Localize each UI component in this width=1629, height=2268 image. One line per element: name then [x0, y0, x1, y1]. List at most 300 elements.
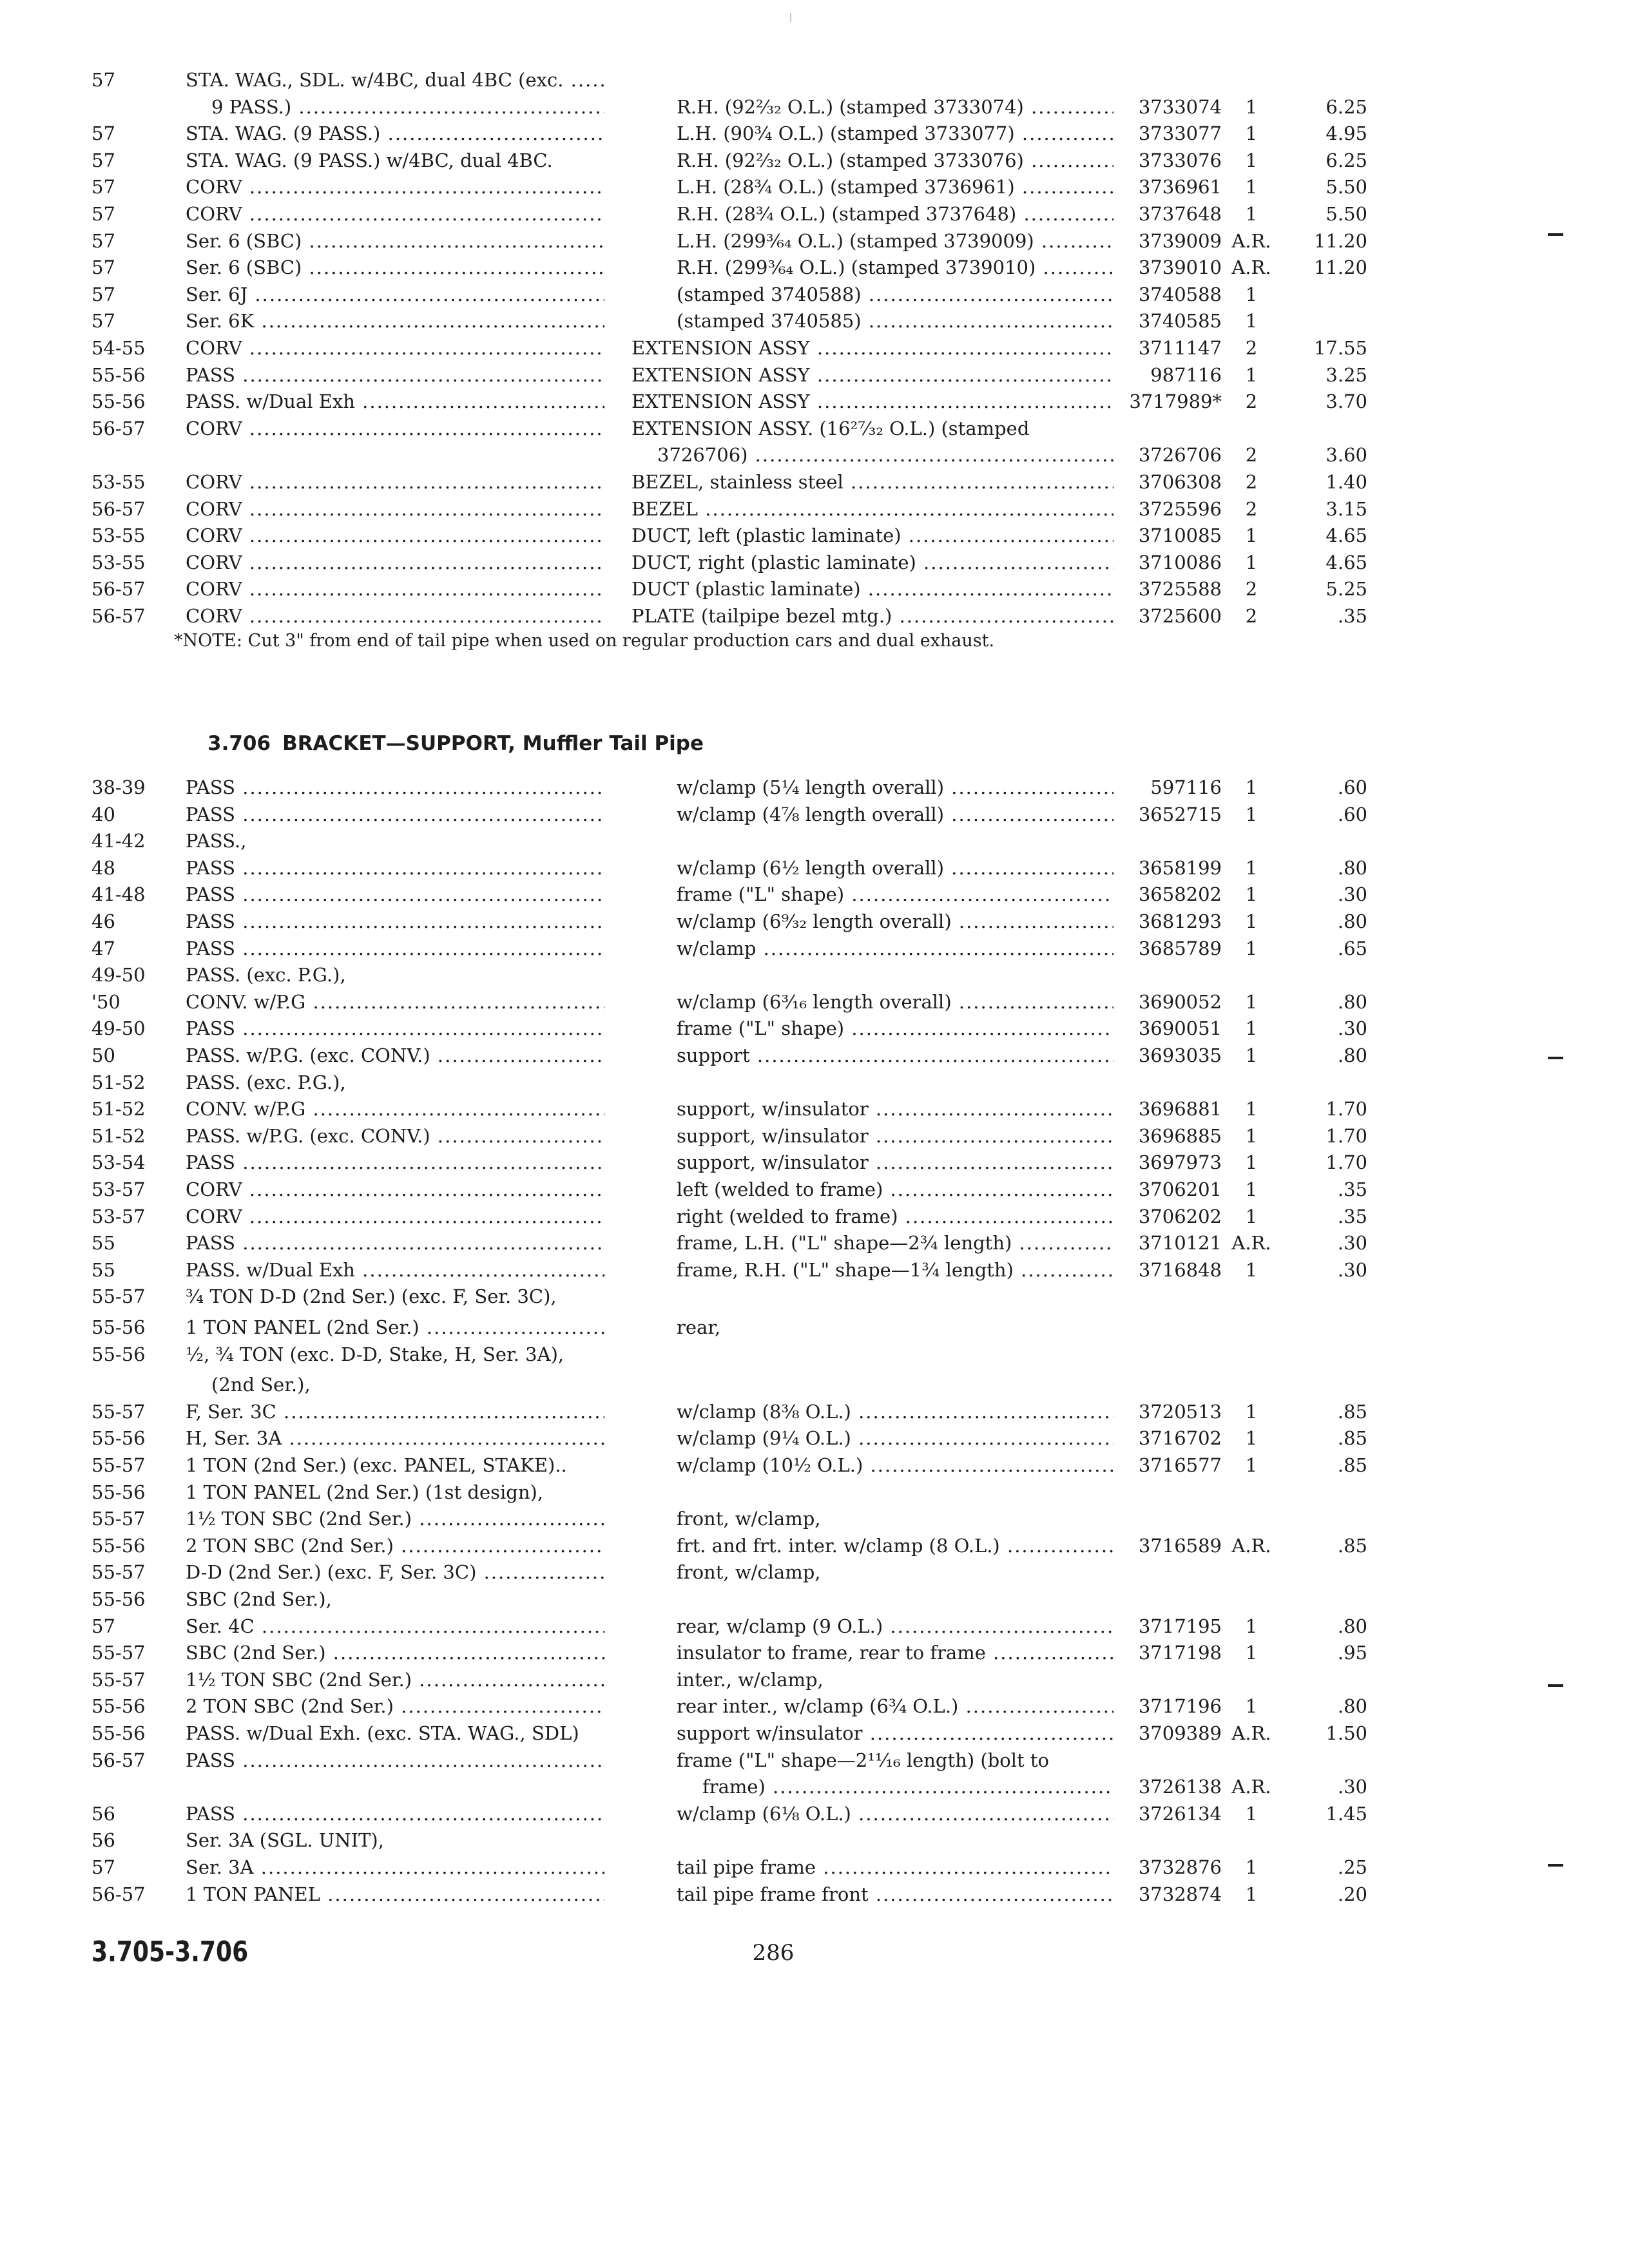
table-row [0, 1314, 1629, 1340]
year-cell: 55-56 [92, 1481, 146, 1503]
year-cell: 55-56 [92, 1316, 146, 1338]
table-row [0, 469, 1629, 495]
quantity-cell: 1 [1245, 1017, 1258, 1039]
year-cell: 54-55 [92, 337, 146, 359]
year-cell: 48 [92, 857, 115, 879]
year-cell: 55-57 [92, 1669, 146, 1691]
description-cell: w/clamp (9¼ O.L.) ..... [677, 1425, 1113, 1451]
year-cell: 56-57 [92, 578, 146, 600]
quantity-cell: A.R. [1231, 1232, 1271, 1254]
part-number-cell: 3733074 [1138, 96, 1222, 118]
quantity-cell: 1 [1245, 910, 1258, 932]
price-cell: 1.40 [1325, 471, 1367, 493]
description-cell: 3726706) ..... [631, 442, 1113, 468]
description-cell: R.H. (92⅔₂ O.L.) (stamped 3733076) ..... [677, 148, 1113, 173]
quantity-cell: 1 [1245, 1178, 1258, 1200]
quantity-cell: 1 [1245, 1695, 1258, 1717]
part-number-cell: 3726706 [1138, 444, 1222, 466]
model-cell: D-D (2nd Ser.) (exc. F, Ser. 3C) ..... [186, 1559, 604, 1585]
year-cell: 55-56 [92, 1588, 146, 1610]
model-cell: PASS ..... [186, 881, 604, 907]
price-cell: .80 [1337, 910, 1367, 932]
part-number-cell: 3706202 [1138, 1206, 1222, 1227]
table-row [0, 1070, 1629, 1095]
scan-mark [790, 13, 791, 22]
quantity-cell: 1 [1245, 937, 1258, 959]
year-cell: 46 [92, 910, 115, 932]
part-number-cell: 3720513 [1138, 1401, 1222, 1423]
quantity-cell: 1 [1245, 96, 1258, 118]
table-row [0, 1096, 1629, 1122]
year-cell: 50 [92, 1044, 115, 1066]
quantity-cell: 2 [1245, 578, 1258, 600]
model-cell: SBC (2nd Ser.) ..... [186, 1640, 604, 1666]
table-row [0, 1881, 1629, 1907]
price-cell: 1.50 [1325, 1722, 1367, 1744]
year-cell: 57 [92, 230, 115, 252]
price-cell: 4.65 [1325, 524, 1367, 546]
description-cell: support, w/insulator ..... [677, 1096, 1113, 1122]
table-row [0, 828, 1629, 854]
footnote: *NOTE: Cut 3" from end of tail pipe when used on regular production cars and dual exhaust. [174, 631, 995, 651]
table-row [0, 335, 1629, 361]
quantity-cell: 1 [1245, 1642, 1258, 1664]
part-number-cell: 597116 [1150, 776, 1222, 798]
description-cell: support w/insulator ..... [677, 1720, 1113, 1746]
year-cell: 56 [92, 1829, 115, 1851]
description-cell: L.H. (28¾ O.L.) (stamped 3736961) ..... [677, 174, 1113, 200]
part-number-cell: 3717195 [1138, 1615, 1222, 1637]
description-cell: frame ("L" shape) ..... [677, 881, 1113, 907]
part-number-cell: 3697973 [1138, 1151, 1222, 1173]
model-cell: (2nd Ser.), [211, 1374, 311, 1396]
price-cell: .65 [1337, 937, 1367, 959]
year-cell: 55 [92, 1232, 115, 1254]
part-number-cell: 3685789 [1138, 937, 1222, 959]
price-cell: .35 [1337, 1206, 1367, 1227]
table-row [0, 936, 1629, 961]
table-row [0, 228, 1629, 254]
year-cell: 53-55 [92, 524, 146, 546]
model-cell: CONV. w/P.G ..... [186, 989, 604, 1015]
table-row [0, 1533, 1629, 1559]
table-row [0, 802, 1629, 827]
model-cell: 1½ TON SBC (2nd Ser.) ..... [186, 1506, 604, 1532]
quantity-cell: 1 [1245, 1454, 1258, 1476]
year-cell: 56 [92, 1803, 115, 1825]
quantity-cell: 1 [1245, 1206, 1258, 1227]
quantity-cell: 1 [1245, 552, 1258, 573]
table-row [0, 496, 1629, 522]
description-cell: inter., w/clamp, [677, 1669, 824, 1691]
part-number-cell: 3733077 [1138, 122, 1222, 144]
part-number-cell: 3693035 [1138, 1044, 1222, 1066]
description-cell: insulator to frame, rear to frame ..... [677, 1640, 1113, 1666]
part-number-cell: 3710086 [1138, 552, 1222, 573]
quantity-cell: 1 [1245, 1427, 1258, 1449]
model-cell: Ser. 4C ..... [186, 1613, 604, 1639]
quantity-cell: 2 [1245, 444, 1258, 466]
model-cell: 1 TON (2nd Ser.) (exc. PANEL, STAKE).. [186, 1454, 567, 1476]
part-number-cell: 3709389 [1138, 1722, 1222, 1744]
model-cell: PASS. (exc. P.G.), [186, 964, 346, 986]
table-row [0, 148, 1629, 173]
model-cell: CORV ..... [186, 496, 604, 522]
table-row [0, 1425, 1629, 1451]
price-cell: 1.70 [1325, 1098, 1367, 1120]
year-cell: 51-52 [92, 1125, 146, 1147]
model-cell: PASS. (exc. P.G.), [186, 1072, 346, 1093]
year-cell: 57 [92, 1615, 115, 1637]
description-cell: w/clamp (4⅞ length overall) ..... [677, 802, 1113, 827]
description-cell: R.H. (299³⁄₆₄ O.L.) (stamped 3739010) ..... [677, 255, 1113, 280]
year-cell: 57 [92, 256, 115, 278]
quantity-cell: 1 [1245, 310, 1258, 332]
quantity-cell: 1 [1245, 1125, 1258, 1147]
part-number-cell: 3725588 [1138, 578, 1222, 600]
model-cell: H, Ser. 3A ..... [186, 1425, 604, 1451]
model-cell: PASS ..... [186, 362, 604, 388]
description-cell: PLATE (tailpipe bezel mtg.) ..... [631, 603, 1113, 629]
price-cell: .80 [1337, 1044, 1367, 1066]
price-cell: .30 [1337, 1017, 1367, 1039]
description-cell: (stamped 3740588) ..... [677, 282, 1113, 307]
part-number-cell: 3690051 [1138, 1017, 1222, 1039]
price-cell: 5.50 [1325, 203, 1367, 225]
table-row [0, 362, 1629, 388]
price-cell: .25 [1337, 1856, 1367, 1878]
description-cell: EXTENSION ASSY. (16²⁷⁄₃₂ O.L.) (stamped [631, 418, 1030, 439]
quantity-cell: 1 [1245, 176, 1258, 198]
description-cell: frame ("L" shape—2¹¹⁄₁₆ length) (bolt to [677, 1749, 1049, 1771]
description-cell: w/clamp (10½ O.L.) ..... [677, 1452, 1113, 1478]
table-row [0, 1720, 1629, 1746]
description-cell: w/clamp ..... [677, 936, 1113, 961]
price-cell: 3.25 [1325, 364, 1367, 386]
margin-dash [1548, 233, 1563, 236]
price-cell: .30 [1337, 883, 1367, 905]
description-cell: R.H. (92⅔₂ O.L.) (stamped 3733074) ..... [677, 94, 1113, 120]
model-cell: CORV ..... [186, 416, 604, 441]
year-cell: 38-39 [92, 776, 146, 798]
model-cell: PASS ..... [186, 802, 604, 827]
part-number-cell: 3725596 [1138, 498, 1222, 520]
table-row [0, 1257, 1629, 1283]
model-cell: PASS ..... [186, 855, 604, 881]
table-row [0, 67, 1629, 93]
quantity-cell: A.R. [1231, 1776, 1271, 1798]
table-row [0, 1747, 1629, 1773]
price-cell: .35 [1337, 605, 1367, 627]
part-number-cell: 3726134 [1138, 1803, 1222, 1825]
table-row [0, 774, 1629, 800]
price-cell: 5.25 [1325, 578, 1367, 600]
table-row [0, 255, 1629, 280]
model-cell: STA. WAG., SDL. w/4BC, dual 4BC (exc. ..... [186, 67, 604, 93]
year-cell: 55-56 [92, 1427, 146, 1449]
model-cell: ½, ¾ TON (exc. D-D, Stake, H, Ser. 3A), [186, 1343, 564, 1365]
section-heading [207, 731, 704, 756]
model-cell: CORV ..... [186, 550, 604, 575]
year-cell: 57 [92, 203, 115, 225]
model-cell: PASS ..... [186, 1149, 604, 1175]
price-cell: .85 [1337, 1454, 1367, 1476]
table-row [0, 550, 1629, 575]
quantity-cell: 1 [1245, 1151, 1258, 1173]
quantity-cell: 1 [1245, 1259, 1258, 1281]
year-cell: 55-57 [92, 1454, 146, 1476]
model-cell: ¾ TON D-D (2nd Ser.) (exc. F, Ser. 3C), [186, 1285, 557, 1307]
part-number-cell: 3716702 [1138, 1427, 1222, 1449]
description-cell: EXTENSION ASSY ..... [631, 335, 1113, 361]
year-cell: 56-57 [92, 418, 146, 439]
model-cell: Ser. 6 (SBC) ..... [186, 228, 604, 254]
price-cell: 3.60 [1325, 444, 1367, 466]
quantity-cell: A.R. [1231, 1722, 1271, 1744]
quantity-cell: 1 [1245, 1098, 1258, 1120]
description-cell: (stamped 3740585) ..... [677, 308, 1113, 334]
model-cell: CORV ..... [186, 603, 604, 629]
part-number-cell: 987116 [1150, 364, 1222, 386]
part-number-cell: 3716848 [1138, 1259, 1222, 1281]
table-row [0, 1559, 1629, 1585]
year-cell: '50 [92, 991, 120, 1013]
description-cell: left (welded to frame) ..... [677, 1177, 1113, 1202]
table-row [0, 908, 1629, 934]
table-row [0, 603, 1629, 629]
quantity-cell: 1 [1245, 1803, 1258, 1825]
description-cell: DUCT (plastic laminate) ..... [631, 576, 1113, 602]
quantity-cell: 1 [1245, 1044, 1258, 1066]
year-cell: 55 [92, 1259, 115, 1281]
table-row [0, 1123, 1629, 1149]
price-cell: .35 [1337, 1178, 1367, 1200]
section-title: BRACKET—SUPPORT, Muffler Tail Pipe [282, 732, 704, 755]
price-cell: 3.15 [1325, 498, 1367, 520]
part-number-cell: 3658199 [1138, 857, 1222, 879]
year-cell: 56-57 [92, 498, 146, 520]
model-cell: Ser. 6J ..... [186, 282, 604, 307]
table-row [0, 282, 1629, 307]
table-row [0, 1586, 1629, 1612]
table-row [0, 1801, 1629, 1827]
year-cell: 55-57 [92, 1285, 146, 1307]
model-cell: CORV ..... [186, 201, 604, 227]
part-number-cell: 3726138 [1138, 1776, 1222, 1798]
year-cell: 55-56 [92, 364, 146, 386]
quantity-cell: A.R. [1231, 256, 1271, 278]
year-cell: 57 [92, 310, 115, 332]
description-cell: right (welded to frame) ..... [677, 1204, 1113, 1229]
year-cell: 55-57 [92, 1642, 146, 1664]
model-cell: PASS ..... [186, 1230, 604, 1256]
quantity-cell: 1 [1245, 803, 1258, 825]
table-row [0, 1204, 1629, 1229]
price-cell: .30 [1337, 1776, 1367, 1798]
description-cell: tail pipe frame ..... [677, 1854, 1113, 1880]
part-number-cell: 3736961 [1138, 176, 1222, 198]
year-cell: 49-50 [92, 964, 146, 986]
quantity-cell: 2 [1245, 390, 1258, 412]
year-cell: 57 [92, 69, 115, 91]
description-cell: DUCT, left (plastic laminate) ..... [631, 523, 1113, 548]
model-cell: CORV ..... [186, 1204, 604, 1229]
price-cell: 11.20 [1313, 230, 1367, 252]
year-cell: 56-57 [92, 1749, 146, 1771]
quantity-cell: 2 [1245, 337, 1258, 359]
part-number-cell: 3739010 [1138, 256, 1222, 278]
year-cell: 51-52 [92, 1098, 146, 1120]
table-row [0, 1613, 1629, 1639]
year-cell: 57 [92, 149, 115, 171]
model-cell: CORV ..... [186, 576, 604, 602]
year-cell: 55-57 [92, 1401, 146, 1423]
table-row [0, 962, 1629, 988]
price-cell: .20 [1337, 1883, 1367, 1905]
model-cell: Ser. 3A (SGL. UNIT), [186, 1829, 384, 1851]
part-number-cell: 3733076 [1138, 149, 1222, 171]
table-row [0, 1667, 1629, 1693]
quantity-cell: 1 [1245, 883, 1258, 905]
part-number-cell: 3658202 [1138, 883, 1222, 905]
description-cell: rear, w/clamp (9 O.L.) ..... [677, 1613, 1113, 1639]
price-cell: 1.70 [1325, 1125, 1367, 1147]
quantity-cell: 1 [1245, 1615, 1258, 1637]
price-cell: 17.55 [1313, 337, 1367, 359]
year-cell: 57 [92, 122, 115, 144]
description-cell: EXTENSION ASSY ..... [631, 389, 1113, 414]
price-cell: 6.25 [1325, 149, 1367, 171]
part-number-cell: 3652715 [1138, 803, 1222, 825]
description-cell: w/clamp (6½ length overall) ..... [677, 855, 1113, 881]
year-cell: 57 [92, 176, 115, 198]
model-cell: PASS. w/Dual Exh ..... [186, 389, 604, 414]
part-number-cell: 3706308 [1138, 471, 1222, 493]
year-cell: 53-57 [92, 1206, 146, 1227]
price-cell: .80 [1337, 1615, 1367, 1637]
table-row [0, 201, 1629, 227]
year-cell: 57 [92, 1856, 115, 1878]
price-cell: 4.65 [1325, 552, 1367, 573]
model-cell: STA. WAG. (9 PASS.) w/4BC, dual 4BC. [186, 149, 553, 171]
model-cell: CORV ..... [186, 174, 604, 200]
description-cell: DUCT, right (plastic laminate) ..... [631, 550, 1113, 575]
model-cell: PASS ..... [186, 1015, 604, 1041]
model-cell: PASS ..... [186, 774, 604, 800]
part-number-cell: 3690052 [1138, 991, 1222, 1013]
year-cell: 41-42 [92, 830, 146, 852]
table-row [0, 1506, 1629, 1532]
year-cell: 56-57 [92, 1883, 146, 1905]
year-cell: 57 [92, 284, 115, 305]
table-row [0, 416, 1629, 441]
table-row [0, 1043, 1629, 1068]
part-number-cell: 3725600 [1138, 605, 1222, 627]
part-number-cell: 3716589 [1138, 1535, 1222, 1557]
table-row [0, 1283, 1629, 1309]
part-number-cell: 3717198 [1138, 1642, 1222, 1664]
quantity-cell: 1 [1245, 122, 1258, 144]
price-cell: .60 [1337, 776, 1367, 798]
table-row [0, 94, 1629, 120]
part-number-cell: 3696885 [1138, 1125, 1222, 1147]
quantity-cell: 2 [1245, 605, 1258, 627]
description-cell: w/clamp (6⁹⁄₃₂ length overall) ..... [677, 908, 1113, 934]
description-cell: frame, R.H. ("L" shape—1¾ length) ..... [677, 1257, 1113, 1283]
table-row [0, 1177, 1629, 1202]
description-cell: support ..... [677, 1043, 1113, 1068]
model-cell: PASS., [186, 830, 247, 852]
quantity-cell: 1 [1245, 1401, 1258, 1423]
year-cell: 53-55 [92, 471, 146, 493]
model-cell: 1 TON PANEL ..... [186, 1881, 604, 1907]
part-number-cell: 3681293 [1138, 910, 1222, 932]
price-cell: 5.50 [1325, 176, 1367, 198]
model-cell: 9 PASS.) ..... [186, 94, 604, 120]
quantity-cell: 2 [1245, 471, 1258, 493]
table-row [0, 1015, 1629, 1041]
table-row [0, 1827, 1629, 1853]
price-cell: 6.25 [1325, 96, 1367, 118]
quantity-cell: 1 [1245, 776, 1258, 798]
model-cell: PASS. w/Dual Exh ..... [186, 1257, 604, 1283]
model-cell: Ser. 6 (SBC) ..... [186, 255, 604, 280]
model-cell: STA. WAG. (9 PASS.) ..... [186, 120, 604, 146]
model-cell: 1½ TON SBC (2nd Ser.) ..... [186, 1667, 604, 1693]
quantity-cell: 1 [1245, 1856, 1258, 1878]
year-cell: 53-55 [92, 552, 146, 573]
year-cell: 41-48 [92, 883, 146, 905]
year-cell: 55-56 [92, 1722, 146, 1744]
section-number: 3.706 [207, 732, 271, 755]
description-cell: R.H. (28¾ O.L.) (stamped 3737648) ..... [677, 201, 1113, 227]
description-cell: EXTENSION ASSY ..... [631, 362, 1113, 388]
description-cell: front, w/clamp, [677, 1561, 821, 1583]
description-cell: front, w/clamp, [677, 1508, 821, 1530]
year-cell: 53-54 [92, 1151, 146, 1173]
footer-section-range: 3.705-3.706 [92, 1936, 249, 1968]
model-cell: CORV ..... [186, 335, 604, 361]
price-cell: .30 [1337, 1259, 1367, 1281]
part-number-cell: 3717989* [1129, 390, 1222, 412]
description-cell: rear, [677, 1316, 721, 1338]
description-cell: w/clamp (6⅛ O.L.) ..... [677, 1801, 1113, 1827]
part-number-cell: 3716577 [1138, 1454, 1222, 1476]
quantity-cell: 1 [1245, 203, 1258, 225]
quantity-cell: A.R. [1231, 230, 1271, 252]
model-cell: PASS ..... [186, 1747, 604, 1773]
part-number-cell: 3710121 [1138, 1232, 1222, 1254]
table-row [0, 174, 1629, 200]
price-cell: .30 [1337, 1232, 1367, 1254]
part-number-cell: 3739009 [1138, 230, 1222, 252]
model-cell: CORV ..... [186, 1177, 604, 1202]
table-row [0, 1774, 1629, 1800]
price-cell: 11.20 [1313, 256, 1367, 278]
quantity-cell: 2 [1245, 498, 1258, 520]
table-row [0, 1372, 1629, 1398]
model-cell: PASS. w/P.G. (exc. CONV.) ..... [186, 1043, 604, 1068]
margin-dash [1548, 1684, 1563, 1687]
description-cell: frame) ..... [677, 1774, 1113, 1800]
year-cell: 51-52 [92, 1072, 146, 1093]
price-cell: .85 [1337, 1427, 1367, 1449]
year-cell: 56-57 [92, 605, 146, 627]
quantity-cell: A.R. [1231, 1535, 1271, 1557]
table-row [0, 1452, 1629, 1478]
quantity-cell: 1 [1245, 991, 1258, 1013]
description-cell: frame, L.H. ("L" shape—2¾ length) ..... [677, 1230, 1113, 1256]
